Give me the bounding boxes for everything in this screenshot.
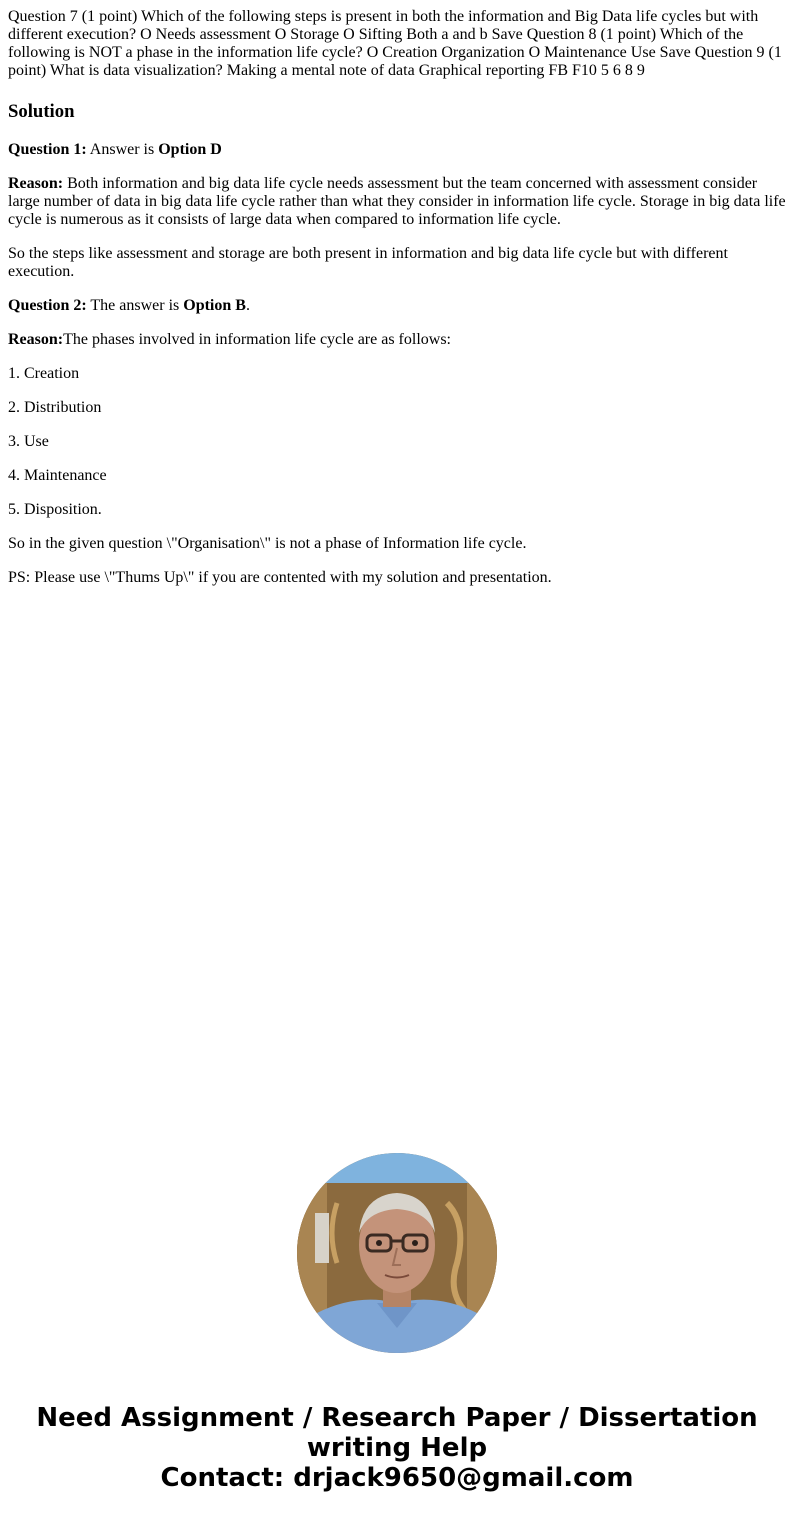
ps-note: PS: Please use \"Thums Up\" if you are contented with my solution and presentation. [8, 569, 552, 586]
reason-2 [8, 331, 788, 349]
question-2-text: The answer is [86, 297, 184, 314]
phase-item: 2. Distribution [8, 399, 102, 416]
question-1-option: Option D [158, 141, 222, 158]
reason-1 [8, 175, 788, 229]
promo-banner [0, 1403, 794, 1493]
reason-2-text: The phases involved in information life cycle are as follows: [63, 331, 451, 348]
question-1-label: Question 1: [8, 141, 87, 158]
document-body [8, 8, 788, 587]
question-1-text: Answer is [86, 141, 159, 158]
question-1-answer [8, 141, 788, 159]
question-2-label: Question 2: [8, 297, 87, 314]
reason-1-label: Reason: [8, 175, 64, 192]
reason-2-label: Reason: [8, 331, 64, 348]
phase-item: 1. Creation [8, 365, 80, 382]
question-2-option: Option B [183, 297, 246, 314]
phase-item: 5. Disposition. [8, 501, 102, 518]
question-text: Question 7 (1 point) Which of the following steps is present in both the information and Big Data life cycles but with different execution? O Needs assessment O Storage O Sifting Both a and b Save Question 8 (1 point) Which of the following is NOT a phase in the information life cycle? O Creation Organization O Maintenance Use Save Question 9 (1 point) What is data visualization? Making a mental note of data Graphical reporting FB F10 5 6 8 9 [8, 8, 782, 79]
phase-item: 4. Maintenance [8, 467, 107, 484]
phase-item: 3. Use [8, 433, 49, 450]
reason-1-text: Both information and big data life cycle needs assessment but the team concerned with assessment consider large number of data in big data life cycle rather than what they consider in information life cycle. Storage in big data life cycle is numerous as it consists of large data when compared to information life cycle. [8, 175, 786, 228]
summary-1: So the steps like assessment and storage are both present in information and big data life cycle but with different execution. [8, 245, 728, 280]
summary-2: So in the given question \"Organisation\" is not a phase of Information life cycle. [8, 535, 527, 552]
author-avatar [297, 1153, 497, 1353]
question-2-end: . [245, 297, 250, 314]
promo-line-2: writing Help [306, 1433, 488, 1463]
promo-contact: Contact: drjack9650@gmail.com [160, 1463, 634, 1493]
promo-line-1: Need Assignment / Research Paper / Dissertation [36, 1403, 758, 1433]
author-portrait-image [297, 1153, 497, 1353]
question-2-answer [8, 297, 788, 315]
solution-heading: Solution [8, 101, 75, 122]
